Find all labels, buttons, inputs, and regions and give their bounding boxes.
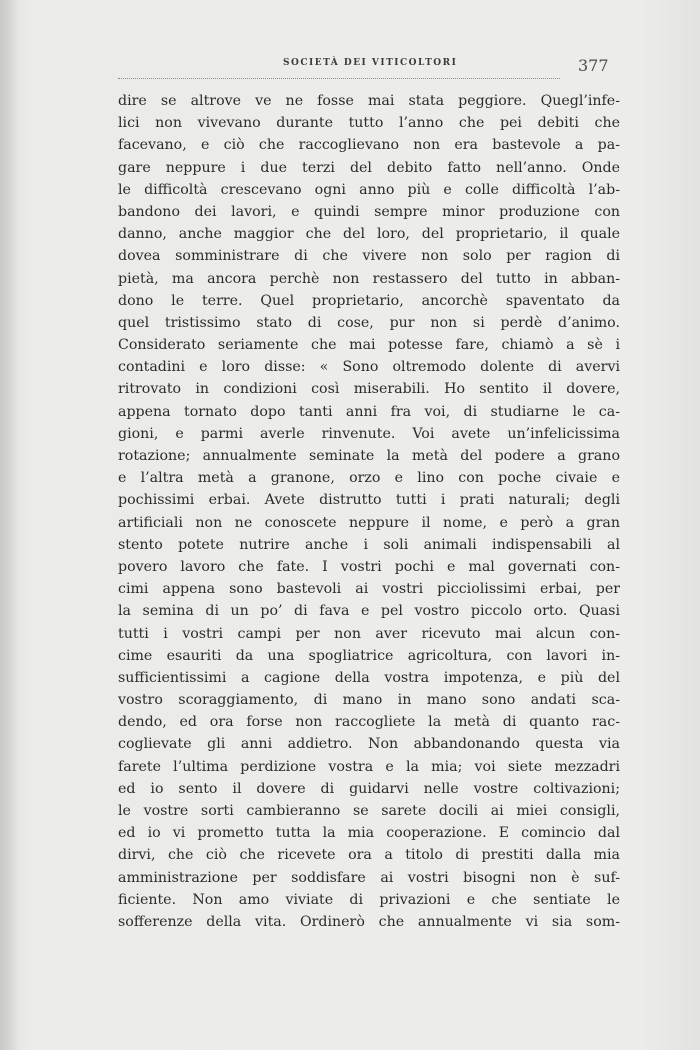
text-line: dovea somministrare di che vivere non solo per ragion di xyxy=(118,248,620,265)
text-line: sofferenze della vita. Ordinerò che annualmente vi sia som- xyxy=(118,913,620,930)
text-line: amministrazione per soddisfare ai vostri bisogni non è suf- xyxy=(118,869,620,886)
text-line: gioni, e parmi averle rinvenute. Voi avete un’infelicissima xyxy=(118,425,620,442)
text-line: coglievate gli anni addietro. Non abbandonando questa via xyxy=(118,736,620,753)
text-line: lici non vivevano durante tutto l’anno che pei debiti che xyxy=(118,115,620,132)
text-line: quel tristissimo stato di cose, pur non si perdè d’animo. xyxy=(118,314,620,331)
text-line: farete l’ultima perdizione vostra e la mia; voi siete mezzadri xyxy=(118,758,620,775)
text-line: povero lavoro che fate. I vostri pochi e mal governati con- xyxy=(118,558,620,575)
text-line: tutti i vostri campi per non aver ricevuto mai alcun con- xyxy=(118,625,620,642)
text-line: e l’altra metà a granone, orzo e lino con poche civaie e xyxy=(118,470,620,487)
text-line: ritrovato in condizioni così miserabili. Ho sentito il dovere, xyxy=(118,381,620,398)
text-line: facevano, e ciò che raccoglievano non era bastevole a pa- xyxy=(118,137,620,154)
running-title: SOCIETÀ DEI VITICOLTORI xyxy=(283,58,458,68)
text-line: le vostre sorti cambieranno se sarete docili ai miei consigli, xyxy=(118,803,620,819)
header-rule xyxy=(118,78,560,79)
text-line: ed io sento il dovere di guidarvi nelle vostre coltivazioni; xyxy=(118,780,620,797)
text-line: appena tornato dopo tanti anni fra voi, di studiarne le ca- xyxy=(118,403,620,420)
text-line: danno, anche maggior che del loro, del proprietario, il quale xyxy=(118,226,620,243)
text-line: dire se altrove ve ne fosse mai stata peggiore. Quegl’infe- xyxy=(118,93,620,109)
running-head xyxy=(118,52,618,82)
text-line: le difficoltà crescevano ogni anno più e colle difficoltà l’ab- xyxy=(118,181,620,198)
text-line: Considerato seriamente che mai potesse fare, chiamò a sè i xyxy=(118,337,620,354)
gutter-shadow xyxy=(0,0,18,1050)
text-line: dendo, ed ora forse non raccogliete la metà di quanto rac- xyxy=(118,714,620,731)
text-line: cime esauriti da una spogliatrice agricoltura, con lavori in- xyxy=(118,647,620,664)
text-line: bandono dei lavori, e quindi sempre minor produzione con xyxy=(118,203,620,220)
text-line: la semina di un po’ di fava e pel vostro piccolo orto. Quasi xyxy=(118,603,620,620)
text-line: artificiali non ne conoscete neppure il nome, e però a gran xyxy=(118,514,620,531)
text-line: stento potete nutrire anche i soli animali indispensabili al xyxy=(118,536,620,553)
text-line: cimi appena sono bastevoli ai vostri picciolissimi erbai, per xyxy=(118,581,620,598)
text-line: ficiente. Non amo viviate di privazioni e che sentiate le xyxy=(118,891,620,908)
text-line: pochissimi erbai. Avete distrutto tutti i prati naturali; degli xyxy=(118,492,620,509)
text-line: pietà, ma ancora perchè non restassero del tutto in abban- xyxy=(118,270,620,287)
text-line: dono le terre. Quel proprietario, ancorchè spaventato da xyxy=(118,292,620,309)
page-number: 377 xyxy=(578,56,609,75)
text-line: vostro scoraggiamento, di mano in mano sono andati sca- xyxy=(118,692,620,709)
text-line: contadini e loro disse: « Sono oltremodo dolente di avervi xyxy=(118,359,620,376)
text-line: dirvi, che ciò che ricevete ora a titolo di prestiti dalla mia xyxy=(118,847,620,864)
body-text xyxy=(118,90,620,933)
text-line: sufficientissimi a cagione della vostra impotenza, e più del xyxy=(118,669,620,686)
text-line: ed io vi prometto tutta la mia cooperazione. E comincio dal xyxy=(118,825,620,842)
text-line: gare neppure i due terzi del debito fatto nell’anno. Onde xyxy=(118,159,620,176)
text-line: rotazione; annualmente seminate la metà del podere a grano xyxy=(118,448,620,464)
